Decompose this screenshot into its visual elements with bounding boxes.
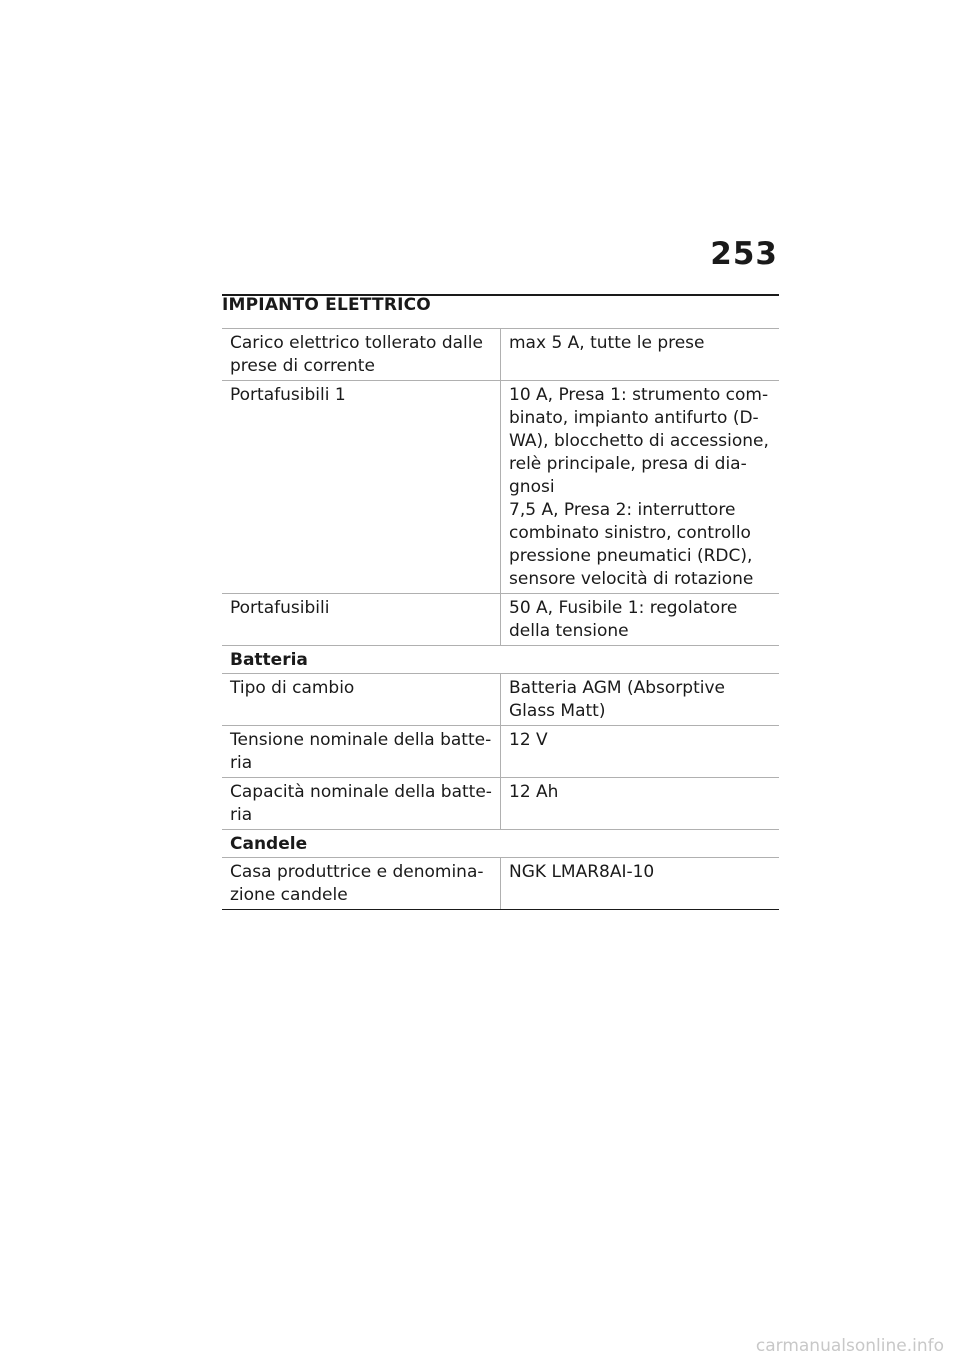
spec-row bbox=[222, 858, 779, 910]
spec-value: 10 A, Presa 1: strumento com- binato, impianto antifurto (D- WA), blocchetto di accessione, relè principale, presa di dia- gnosi 7,5 A, Presa 2: interruttore combinato sinistro, controllo pressione pneumatici (RDC), sensore velocità di rotazione bbox=[501, 381, 780, 594]
spec-label: Capacità nominale della batte- ria bbox=[222, 778, 501, 830]
spec-label: Portafusibili 1 bbox=[222, 381, 501, 594]
spec-value: 50 A, Fusibile 1: regolatore della tensione bbox=[501, 594, 780, 646]
spec-value: 12 V bbox=[501, 726, 780, 778]
group-heading: Batteria bbox=[222, 646, 779, 674]
spec-row bbox=[222, 778, 779, 830]
spec-label: Portafusibili bbox=[222, 594, 501, 646]
spec-row bbox=[222, 594, 779, 646]
section-title: IMPIANTO ELETTRICO bbox=[222, 295, 431, 315]
page-number: 253 bbox=[710, 236, 778, 272]
spec-table bbox=[222, 328, 779, 910]
group-heading: Candele bbox=[222, 830, 779, 858]
spec-row bbox=[222, 726, 779, 778]
spec-value: NGK LMAR8AI-10 bbox=[501, 858, 780, 910]
spec-row bbox=[222, 329, 779, 381]
spec-label: Casa produttrice e denomina- zione candele bbox=[222, 858, 501, 910]
watermark: carmanualsonline.info bbox=[755, 1336, 944, 1356]
spec-label: Tipo di cambio bbox=[222, 674, 501, 726]
spec-value: 12 Ah bbox=[501, 778, 780, 830]
group-heading-row bbox=[222, 646, 779, 674]
spec-value: max 5 A, tutte le prese bbox=[501, 329, 780, 381]
spec-row bbox=[222, 381, 779, 594]
spec-label: Tensione nominale della batte- ria bbox=[222, 726, 501, 778]
spec-label: Carico elettrico tollerato dalle prese di corrente bbox=[222, 329, 501, 381]
spec-row bbox=[222, 674, 779, 726]
group-heading-row bbox=[222, 830, 779, 858]
spec-value: Batteria AGM (Absorptive Glass Matt) bbox=[501, 674, 780, 726]
